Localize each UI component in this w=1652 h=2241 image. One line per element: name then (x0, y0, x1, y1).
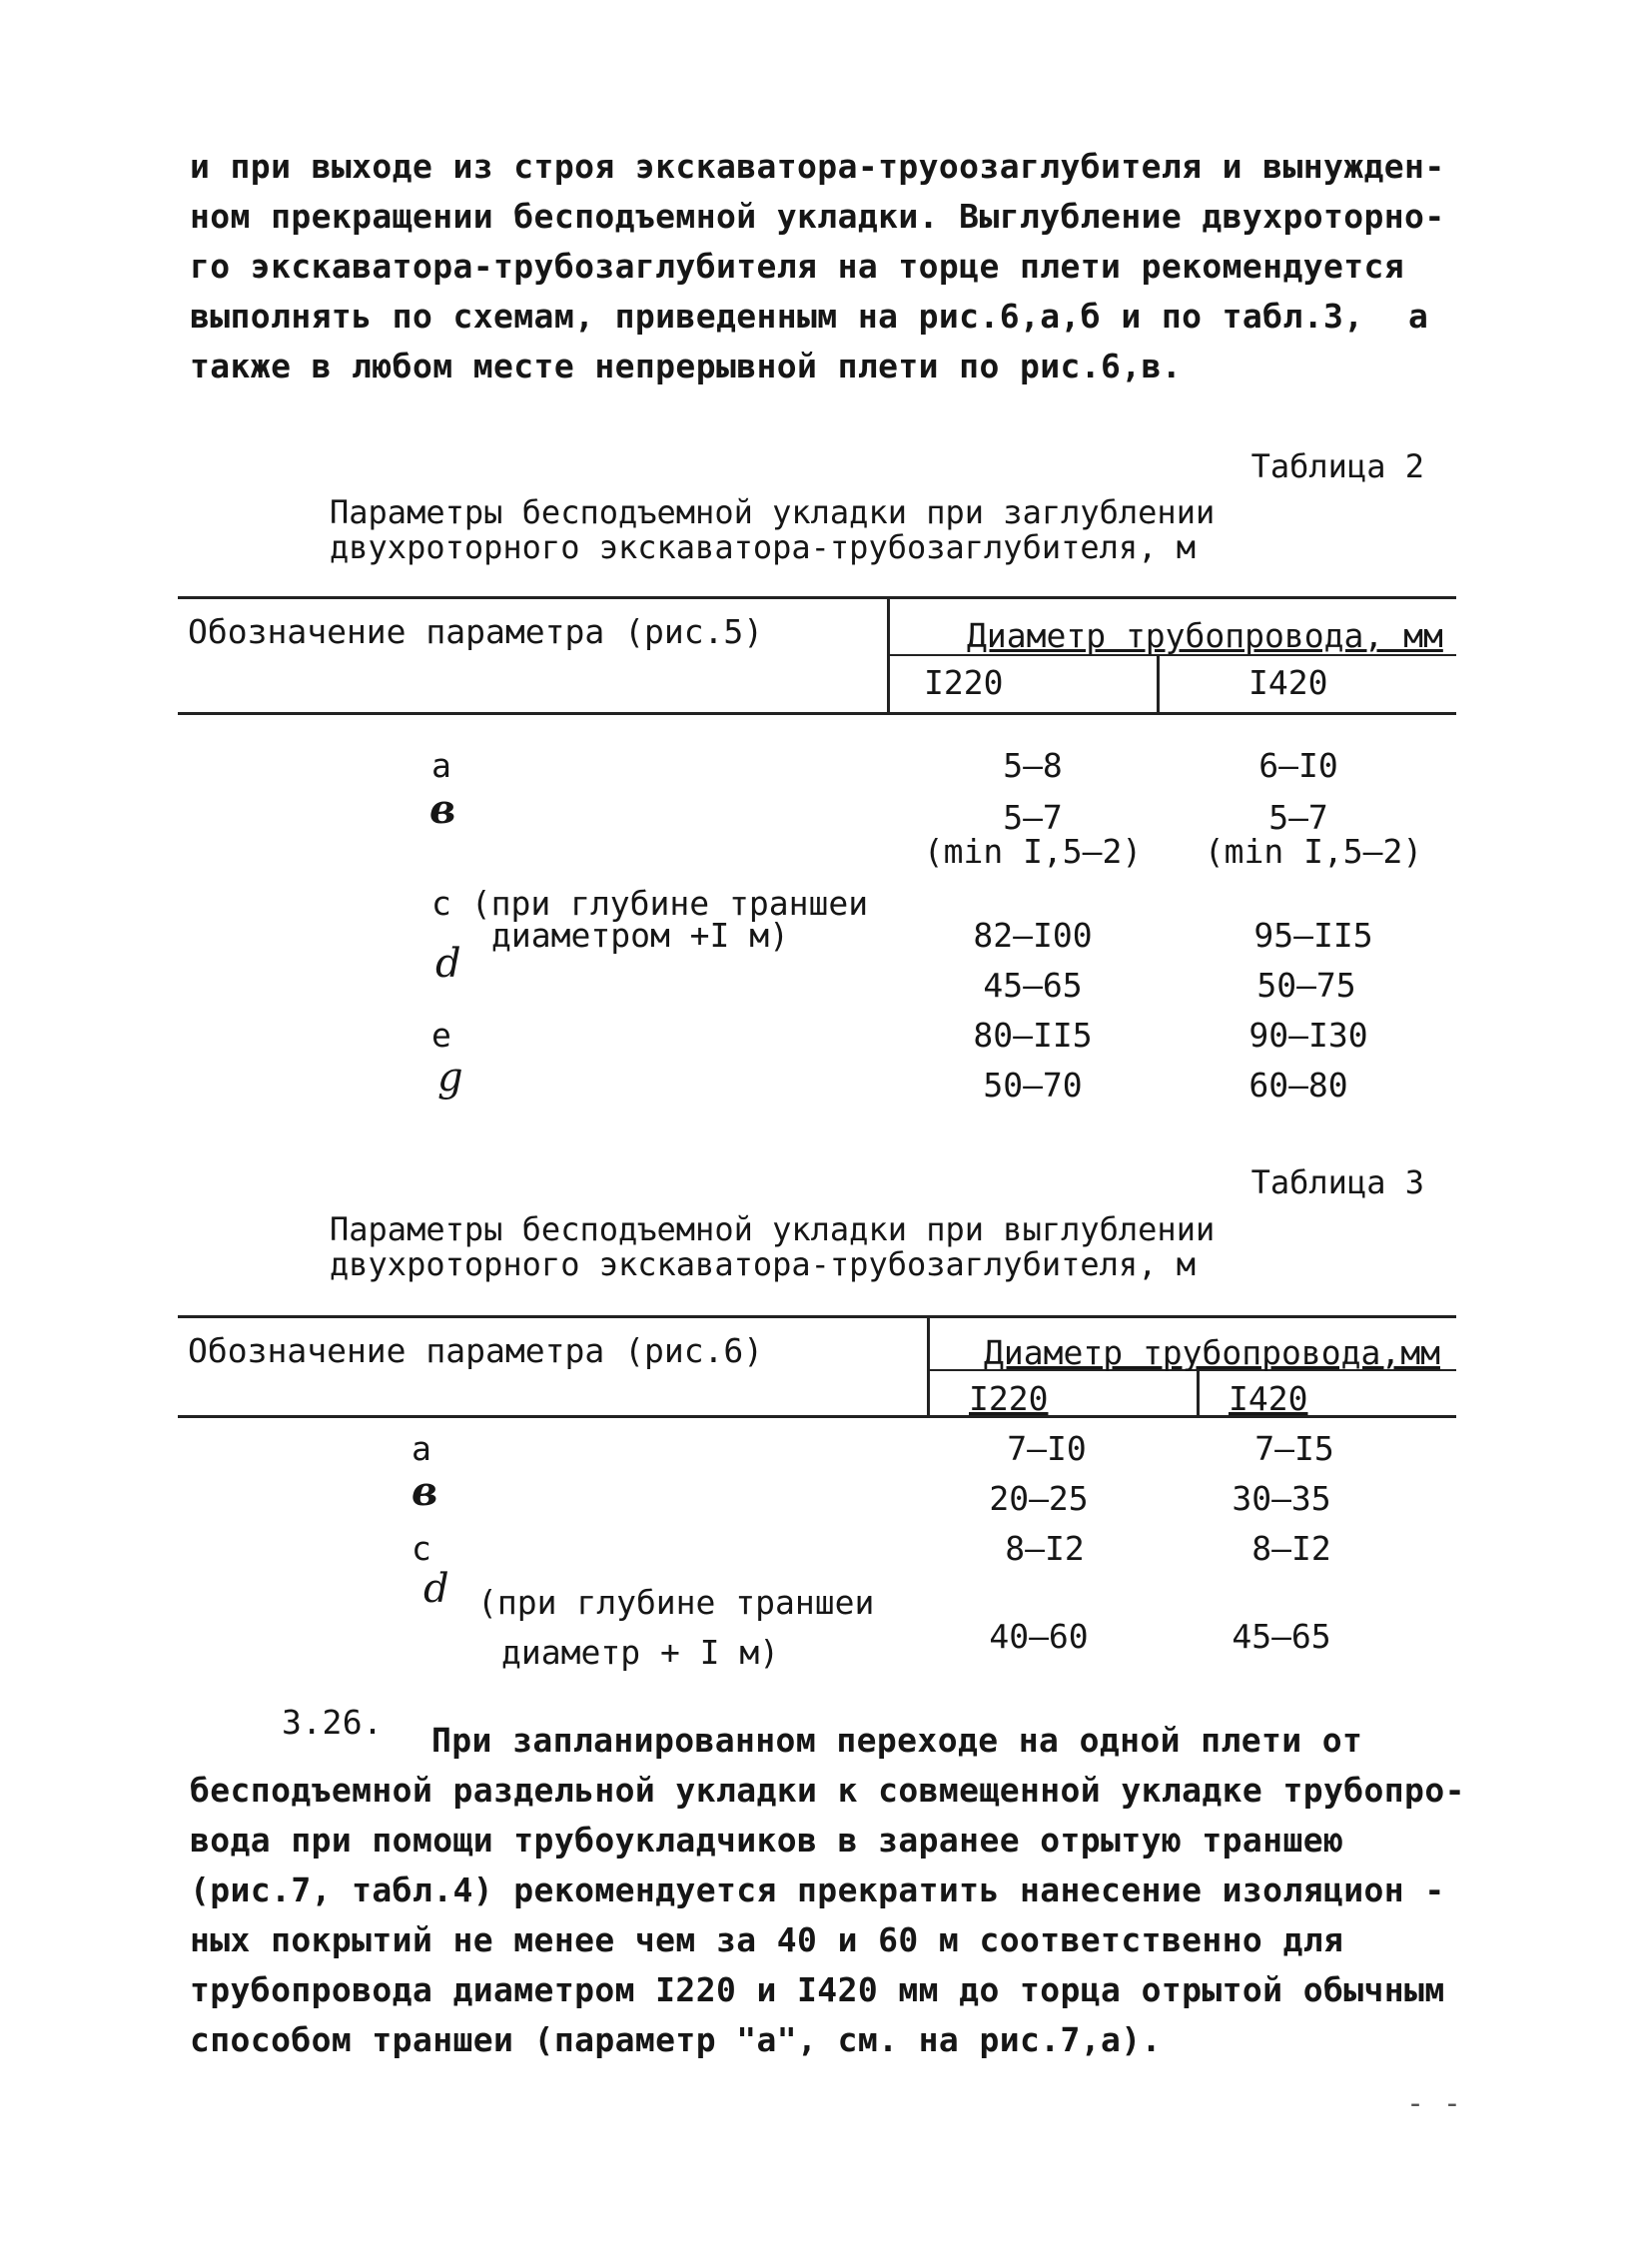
table2-col-diam-header: Диаметр трубопровода, мм (967, 616, 1443, 655)
table2-row2-v2: 5–7 (1268, 798, 1328, 837)
table2-number: Таблица 2 (1250, 447, 1424, 485)
table2-row2-note1: (min I,5–2) (923, 832, 1143, 871)
table3-row3-label: с (412, 1529, 431, 1568)
section-line-6: трубопровода диаметром I220 и I420 мм до торца отрытой обычным (190, 1970, 1445, 2009)
table2-row2-note2: (min I,5–2) (1204, 832, 1423, 871)
table2-row6-label: g (437, 1055, 463, 1101)
table2-col-d2-header: I420 (1248, 663, 1328, 702)
table2-top-rule (178, 596, 1456, 599)
table2-row3-label: с (при глубине траншеи (431, 884, 869, 923)
table3-col-diam-header: Диаметр трубопровода,мм (984, 1333, 1440, 1372)
intro-line-1: и при выходе из строя экскаватора-труоозаглубителя и вынужден- (190, 147, 1445, 186)
table3-row1-label: а (412, 1429, 431, 1468)
table2-row6-v2: 60–80 (1248, 1066, 1348, 1105)
table3-row4-label: d (423, 1566, 449, 1612)
table3-row1-v1: 7–I0 (1007, 1429, 1087, 1468)
table3-row2-label: в (412, 1468, 438, 1515)
table3-row1-v2: 7–I5 (1254, 1429, 1334, 1468)
section-line-1: При запланированном переходе на одной плети от (431, 1721, 1363, 1760)
table2-row1-v2: 6–I0 (1258, 746, 1338, 785)
table2-col-param-header: Обозначение параметра (рис.5) (188, 612, 764, 651)
table2-row4-label: d (435, 941, 461, 987)
table2-col-d1-header: I220 (924, 663, 1004, 702)
table2-row5-v1: 80–II5 (973, 1016, 1093, 1055)
intro-line-4-trailing: а (1408, 297, 1429, 336)
section-line-3: вода при помощи трубоукладчиков в заранее отрытую траншею (190, 1821, 1344, 1860)
table3-col-d2-header: I420 (1229, 1379, 1308, 1418)
table3-col-d1-header: I220 (969, 1379, 1049, 1418)
table2-caption-line2: двухроторного экскаватора-трубозаглубителя, м (330, 528, 1196, 566)
table2-caption-line1: Параметры бесподъемной укладки при заглублении (330, 493, 1216, 531)
table3-row4-v1: 40–60 (989, 1617, 1089, 1656)
table3-row2-v2: 30–35 (1232, 1479, 1331, 1518)
intro-line-3: го экскаватора-трубозаглубителя на торце плети рекомендуется (190, 247, 1405, 286)
table3-top-rule (178, 1315, 1456, 1318)
table2-row5-v2: 90–I30 (1248, 1016, 1368, 1055)
section-line-5: ных покрытий не менее чем за 40 и 60 м соответственно для (190, 1920, 1344, 1959)
table2-row1-label: а (431, 746, 451, 785)
intro-line-4: выполнять по схемам, приведенным на рис.6,а,б и по табл.3, (190, 297, 1364, 336)
table2-header-bottom-rule (178, 712, 1456, 715)
table2-row3-v2: 95–II5 (1253, 916, 1373, 955)
table3-row2-v1: 20–25 (989, 1479, 1089, 1518)
table3-row4-v2: 45–65 (1232, 1617, 1331, 1656)
table2-row4-v2: 50–75 (1256, 966, 1356, 1005)
section-number: 3.26. (282, 1703, 384, 1742)
table2-row4-v1: 45–65 (983, 966, 1083, 1005)
table3-col-param-header: Обозначение параметра (рис.6) (188, 1331, 764, 1370)
table2-row6-v1: 50–70 (983, 1066, 1083, 1105)
table3-row3-v2: 8–I2 (1251, 1529, 1331, 1568)
table2-vline-mid (1157, 654, 1160, 714)
intro-line-5: также в любом месте непрерывной плети по рис.6,в. (190, 347, 1183, 385)
table3-row4-label-b: диаметр + I м) (501, 1633, 780, 1672)
table3-caption-line2: двухроторного экскаватора-трубозаглубителя, м (330, 1245, 1196, 1283)
intro-line-2: ном прекращении бесподъемной укладки. Выглубление двухроторно- (190, 197, 1445, 236)
table2-row5-label: е (431, 1016, 451, 1055)
table2-row2-v1: 5–7 (1003, 798, 1063, 837)
table3-caption-line1: Параметры бесподъемной укладки при выглублении (330, 1210, 1216, 1248)
table3-vline-mid (1197, 1370, 1200, 1415)
table2-row3-v1: 82–I00 (973, 916, 1093, 955)
section-line-7: способом траншеи (параметр "а", см. на рис.7,а). (190, 2020, 1162, 2059)
table3-row4-label-a: (при глубине траншеи (477, 1583, 875, 1622)
section-line-2: бесподъемной раздельной укладки к совмещенной укладке трубопро- (190, 1771, 1465, 1810)
table2-row1-v1: 5–8 (1003, 746, 1063, 785)
table3-vline-left (927, 1315, 930, 1415)
table3-number: Таблица 3 (1250, 1163, 1424, 1201)
table2-row3-label2: диаметром +I м) (491, 916, 790, 955)
table2-row2-label: в (429, 786, 456, 833)
section-line-4: (рис.7, табл.4) рекомендуется прекратить нанесение изоляцион - (190, 1870, 1445, 1909)
table3-row3-v1: 8–I2 (1005, 1529, 1085, 1568)
page-mark: - - (1406, 2086, 1462, 2121)
